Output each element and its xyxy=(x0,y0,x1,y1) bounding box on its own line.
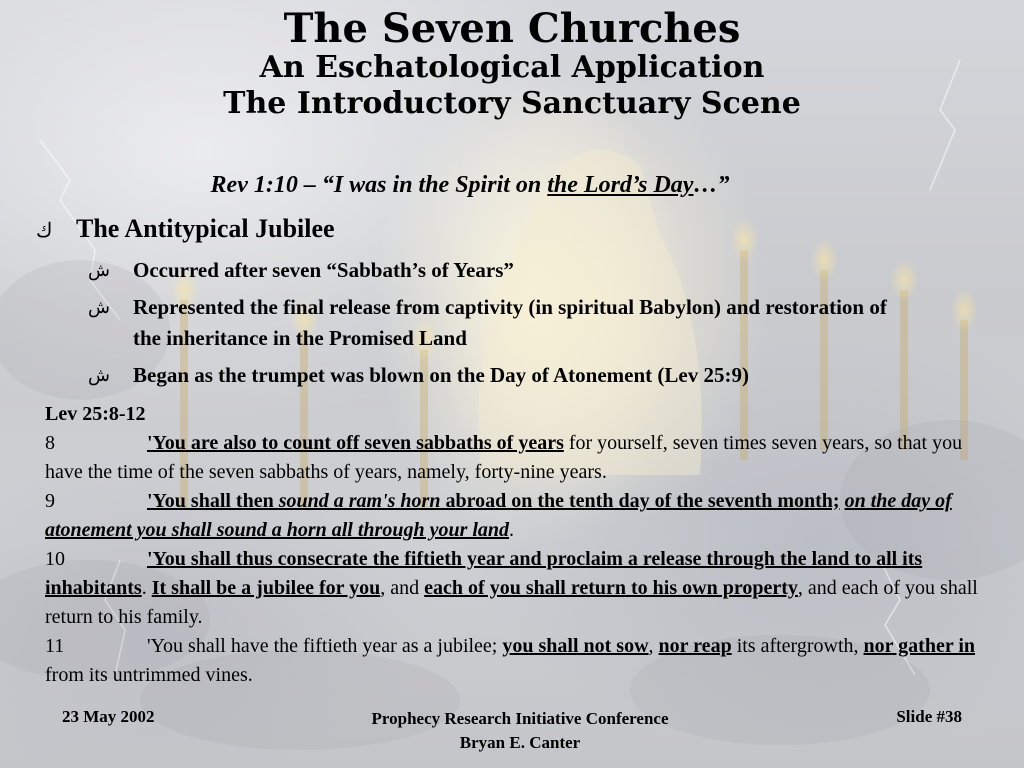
sub-bullet-text: Began as the trumpet was blown on the Day of Atonement (Lev 25:9) xyxy=(133,363,749,387)
sub-bullet-marker: ش xyxy=(88,260,110,280)
title-block xyxy=(0,5,1024,121)
sub-bullet-text: Represented the final release from captivity (in spiritual Babylon) and restoration of the inheritance in the Promised Land xyxy=(133,295,887,350)
verse-number: 11 xyxy=(45,635,65,657)
footer-date: 23 May 2002 xyxy=(62,707,155,726)
sub-bullet xyxy=(88,292,918,354)
footer-conference: Prophecy Research Initiative Conference xyxy=(371,709,669,728)
slide-title: The Seven Churches xyxy=(283,5,741,52)
slide-subtitle: An Eschatological Application xyxy=(259,50,765,85)
main-bullet xyxy=(36,214,335,244)
sub-bullet xyxy=(88,360,918,391)
passage-reference: Lev 25:8-12 xyxy=(45,403,146,425)
sub-bullet-marker: ش xyxy=(88,365,110,385)
verse-reference xyxy=(0,172,940,199)
sub-bullet-text: Occurred after seven “Sabbath’s of Years” xyxy=(133,258,514,282)
footer-author: Bryan E. Canter xyxy=(459,733,581,752)
verse-10: 10 'You shall thus consecrate the fiftieth year and proclaim a release through the land to all its inhabitants. It shall be a jubilee for you, and each of you shall return to his own property, and each of you shall return to his family. xyxy=(45,545,990,632)
sub-bullet xyxy=(88,255,918,286)
slide-number: Slide #38 xyxy=(896,707,962,726)
verse-8: 8 'You are also to count off seven sabbaths of years for yourself, seven times seven years, so that you have the time of the seven sabbaths of years, namely, forty-nine years. xyxy=(45,429,990,487)
sub-bullet-marker: ش xyxy=(88,297,110,317)
verse-number: 8 xyxy=(45,432,55,454)
verse-prefix: Rev 1:10 – “I was in the Spirit on xyxy=(210,172,548,198)
slide-subtitle-secondary: The Introductory Sanctuary Scene xyxy=(223,85,801,121)
verse-suffix: …” xyxy=(693,172,730,198)
bullet-marker: ك xyxy=(36,220,53,242)
footer-center xyxy=(300,707,740,755)
scripture-passage xyxy=(45,400,990,690)
verse-9: 9 'You shall then sound a ram's horn abroad on the tenth day of the seventh month; on the day of atonement you shall sound a horn all through your land. xyxy=(45,487,990,545)
verse-underlined: the Lord’s Day xyxy=(547,172,694,198)
verse-11: 11 'You shall have the fiftieth year as a jubilee; you shall not sow, nor reap its aftergrowth, nor gather in from its untrimmed vines. xyxy=(45,632,990,690)
verse-number: 10 xyxy=(45,548,65,570)
verse-number: 9 xyxy=(45,490,55,512)
main-bullet-text: The Antitypical Jubilee xyxy=(76,214,335,243)
